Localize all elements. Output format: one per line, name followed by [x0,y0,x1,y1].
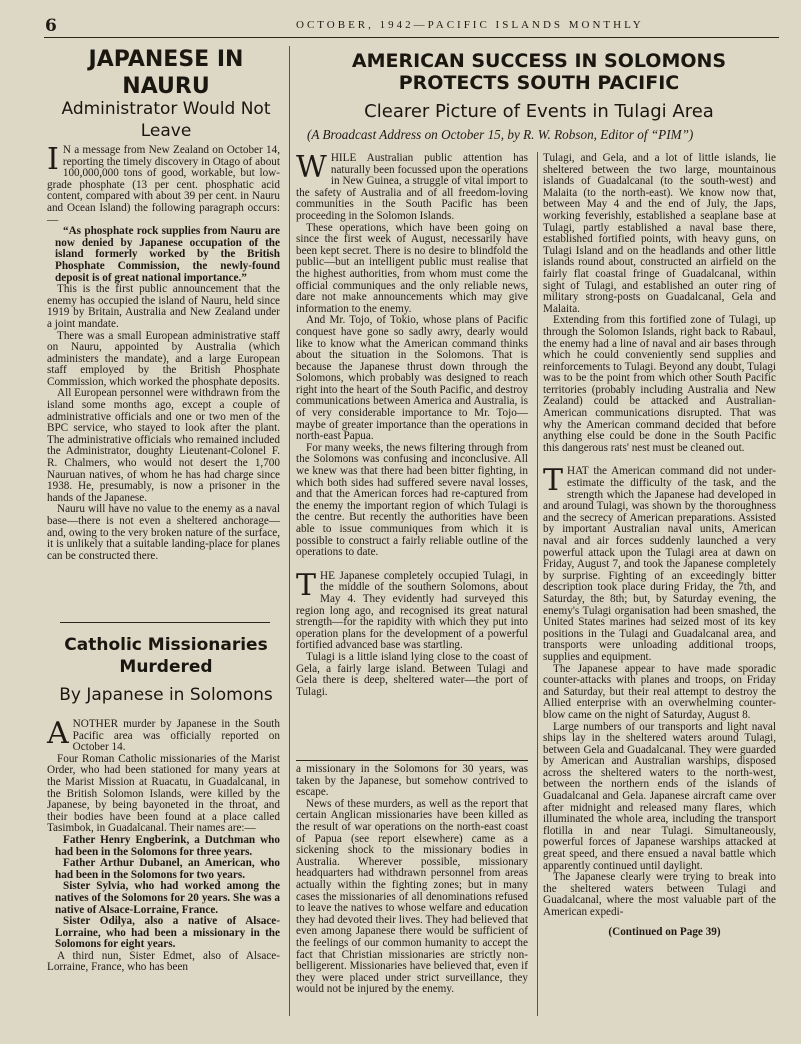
catholic-paragraph: a missionary in the Solomons for 30 years, was taken by the Japanese, but somehow contrived to escape. [296,763,528,799]
american-paragraph: Tulagi, and Gela, and a lot of little islands, lie sheltered between the two large, mountainous islands of Guadalcanal (to the south-west) and Malaita (to the north-east). We know now that, between May 4 and the end of July, the Japs, working feverishly, established a seaplane base at Tulagi, partly established a naval base there, established fortified points, with heavy guns, on Tulagi Island and on the headlands and other little islands round about, constructed an airfield on the fairly flat coastal fringe of Guadalcanal, within sight of Tulagi, and established an outer ring of military strong-posts on Guadalcanal, Gela and Malaita. [543,152,776,315]
american-drop-cap: T [543,463,564,499]
missionary-name: Sister Odilya, also a native of Alsace-Lorraine, who had been a missionary in the Solomons for eight years. [55,915,280,951]
catholic-article [47,716,280,974]
catholic-paragraph: Four Roman Catholic missionaries of the Marist Order, who had been stationed for many years at the Marist Mission at Ruacatu, in Guadalcanal, in the British Solomon Islands, were killed by the Japanese, by being bayoneted in the throat, and their bodies have been found at a place called Tasimbok, in Guadalcanal. Their names are:— [47,752,280,835]
american-paragraph: HILE Australian public attention has naturally been focussed upon the operations in New Guinea, a struggle of vital import to the safety of Australia and of all freedom-loving communities in the South Pacific has been proceeding in the Solomon Islands. [296,152,528,222]
american-paragraph: Tulagi is a little island lying close to the coast of Gela, a fairly large island. Between Tulagi and Gela there is deep, sheltered water—the port of Tulagi. [296,650,528,698]
nauru-paragraph: This is the first public announcement that the enemy has occupied the island of Nauru, held since 1919 by Britain, Australia and New Zealand under a joint mandate. [47,283,280,330]
american-paragraph: The Japanese appear to have made sporadic counter-attacks with planes and troops, on Friday and Saturday, but their real attempt to destroy the Allied enterprise with an overwhelming counter-blow came on the night of Saturday, August 8. [543,662,776,721]
american-paragraph: And Mr. Tojo, of Tokio, whose plans of Pacific conquest have gone so sadly awry, dearly would like to know what the American command thinks about the situation in the Solomons. That is because the Japanese thrust down through the Solomons, which probably was designed to reach right into the heart of the South Pacific, and destroy communications between America and Australia, is of very considerable importance to Mr. Tojo—maybe of greater importance than the operations in north-east Papua. [296,314,528,443]
american-paragraph: The Japanese clearly were trying to break into the sheltered waters between Tulagi and Guadalcanal, where the most valuable part of the American expedi- [543,871,776,918]
american-paragraph: HAT the American command did not under-estimate the difficulty of the task, and the strength which the Japanese had developed in and around Tulagi, was shown by the thoroughness and the secrecy of American preparations. Assisted by important Australian naval units, American naval and air forces suddenly launched a very powerful attack upon the Tulagi area at dawn on Friday, August 7, and took the Japanese completely by surprise. Fighting of an exceedingly bitter description took place during Friday, the 7th, and Saturday, the 8th; but, by Saturday evening, the enemy's Tulagi organisation had been smashed, the United States marines had seized most of its key positions in the Tulagi and Guadalcanal area, and transports were unloading additional troops, supplies and equipment. [543,465,776,663]
american-paragraph: HE Japanese completely occupied Tulagi, in the middle of the southern Solomons, about May 4. They evidently had surveyed this region long ago, and recognised its great natural strength—for the rapidity with which they put into operation plans for the development of a powerful fortified advanced base was startling. [296,569,528,652]
page-number: 6 [45,16,57,36]
american-paragraph: Large numbers of our transports and light naval ships lay in the sheltered waters around Tulagi, between Gela and Guadalcanal. They were guarded by American and Australian warships, disposed across the sheltered waters to the north-west, between the northern ends of the islands of Guadalcanal and Gela. Japanese aircraft came over after midnight and released many flares, which illuminated the whole area, including the transport flotilla in and near Tulagi. Simultaneously, powerful forces of Japanese warships attacked at great speed, and there ensued a naval battle which apparently continued until daylight. [543,720,776,872]
nauru-drop-cap: I [47,142,59,177]
article-byline: (A Broadcast Address on October 15, by R. W. Robson, Editor of “PIM”) [307,127,694,142]
catholic-subheadline: By Japanese in Solomons [59,685,273,705]
american-paragraph: For many weeks, the news filtering through from the Solomons was confusing and inconclusive. All we knew was that there had been bitter fighting, in which both sides had suffered severe naval losses, and that the American forces had re-captured from the enemy the important region of which Tulagi is the centre. But recently the authorities have been able to issue communiques from which it is possible to construct a fairly reliable outline of the operations to date. [296,441,528,559]
nauru-paragraph: There was a small European administrative staff on Nauru, appointed by Australia (which administers the mandate), and a large European staff employed by the British Phosphate Commission, which worked the phosphate deposits. [47,329,280,388]
column-rule-right [537,152,538,1016]
american-paragraph: Extending from this fortified zone of Tulagi, up through the Solomon Islands, right back to Rabaul, the enemy had a line of naval and air bases through which he could conveniently send supplies and reinforcements to Tulagi. Beyond any doubt, Tulagi was to be the point from which other South Pacific territories (probably including Australia and New Zealand) could be attacked and Australian-American communications disrupted. That was why the American command decided that before anything else could be done in the South Pacific this dangerous rats' nest must be cleaned out. [543,314,776,454]
column-break-rule [296,760,528,761]
continued-note[interactable]: (Continued on Page 39) [608,925,721,938]
american-column-1 [296,150,528,698]
header-rule [44,37,779,38]
nauru-quote: “As phosphate rock supplies from Nauru are now denied by Japanese occupation of the island formerly worked by the British Phosphate Commission, the newly-found deposit is of great national importance.” [55,225,280,284]
american-drop-cap: T [296,567,317,603]
catholic-paragraph: A third nun, Sister Edmet, also of Alsace-Lorraine, France, who has been [47,949,280,974]
column-rule-left [289,46,290,1016]
running-title: OCTOBER, 1942—PACIFIC ISLANDS MONTHLY [296,19,644,31]
missionary-name: Father Arthur Dubanel, an American, who had been in the Solomons for two years. [55,857,280,881]
catholic-paragraph: News of these murders, as well as the report that certain Anglican missionaries have been killed as the result of war operations on the north-east coast of Papua (see report elsewhere) came as a sickening shock to the missionary bodies in Australia. Wherever possible, missionary headquarters had withdrawn personnel from areas actually within the fighting zones; but in many cases the missionaries of all denominations refused to leave the natives to whose welfare and education they had devoted their lives. They had believed that even among Japanese there would be sufficient of the feelings of our common humanity to accept the fact that Christian missionaries are strictly non-belligerent. Missionaries have believed that, even if they were placed under strict surveillance, they would not be injured by the enemy. [296,797,528,996]
nauru-headline: JAPANESE IN NAURU [88,47,244,99]
nauru-paragraph: All European personnel were withdrawn from the island some months ago, except a couple of administrative officials and one or two men of the BPC service, who stayed to look after the plant. The administrative officials who remained included the Administrator, doughty Lieutenant-Colonel F. R. Chalmers, who would not desert the 1,700 Nauruan natives, of whom he has had charge since 1938. He, presumably, is now a prisoner in the hands of the Japanese. [47,387,280,504]
american-drop-cap: W [296,150,327,185]
american-column-2 [543,153,776,938]
catholic-continuation [296,764,528,996]
nauru-subheadline: Administrator Would Not Leave [61,99,271,141]
missionary-name: Father Henry Engberink, a Dutchman who had been in the Solomons for three years. [55,833,280,858]
american-headline: AMERICAN SUCCESS IN SOLOMONS PROTECTS SOUTH PACIFIC [351,50,727,94]
missionary-name: Sister Sylvia, who had worked among the natives of the Solomons for 20 years. She was a native of Alsace-Lorraine, France. [55,880,280,916]
american-paragraph: These operations, which have been going on since the first week of August, necessarily have been kept secret. There is no desire to blindfold the public—but an intelligent public must realise that the highest authorities, from whom must come the official communiques and the only reliable news, dare not make announcements which may give information to the enemy. [296,221,528,315]
nauru-article [47,142,280,562]
american-subheadline: Clearer Picture of Events in Tulagi Area [364,101,714,122]
nauru-paragraph: N a message from New Zealand on October 14, reporting the timely discovery in Otago of about 100,000,000 tons of good, workable, but low-grade phosphate (13 per cent. phosphatic acid content, compared with about 39 per cent. in Nauru and Ocean Island) the following paragraph occurs:— [47,144,280,226]
section-rule [60,622,270,623]
catholic-paragraph: NOTHER murder by Japanese in the South Pacific area was officially reported on October 14. [72,718,280,754]
catholic-drop-cap: A [47,716,69,751]
catholic-headline: Catholic Missionaries Murdered [64,635,268,677]
nauru-paragraph: Nauru will have no value to the enemy as a naval base—there is not even a sheltered anchorage—and, owing to the very broken nature of the surface, it is unlikely that a suitable landing-place for planes can be constructed there. [47,503,280,562]
